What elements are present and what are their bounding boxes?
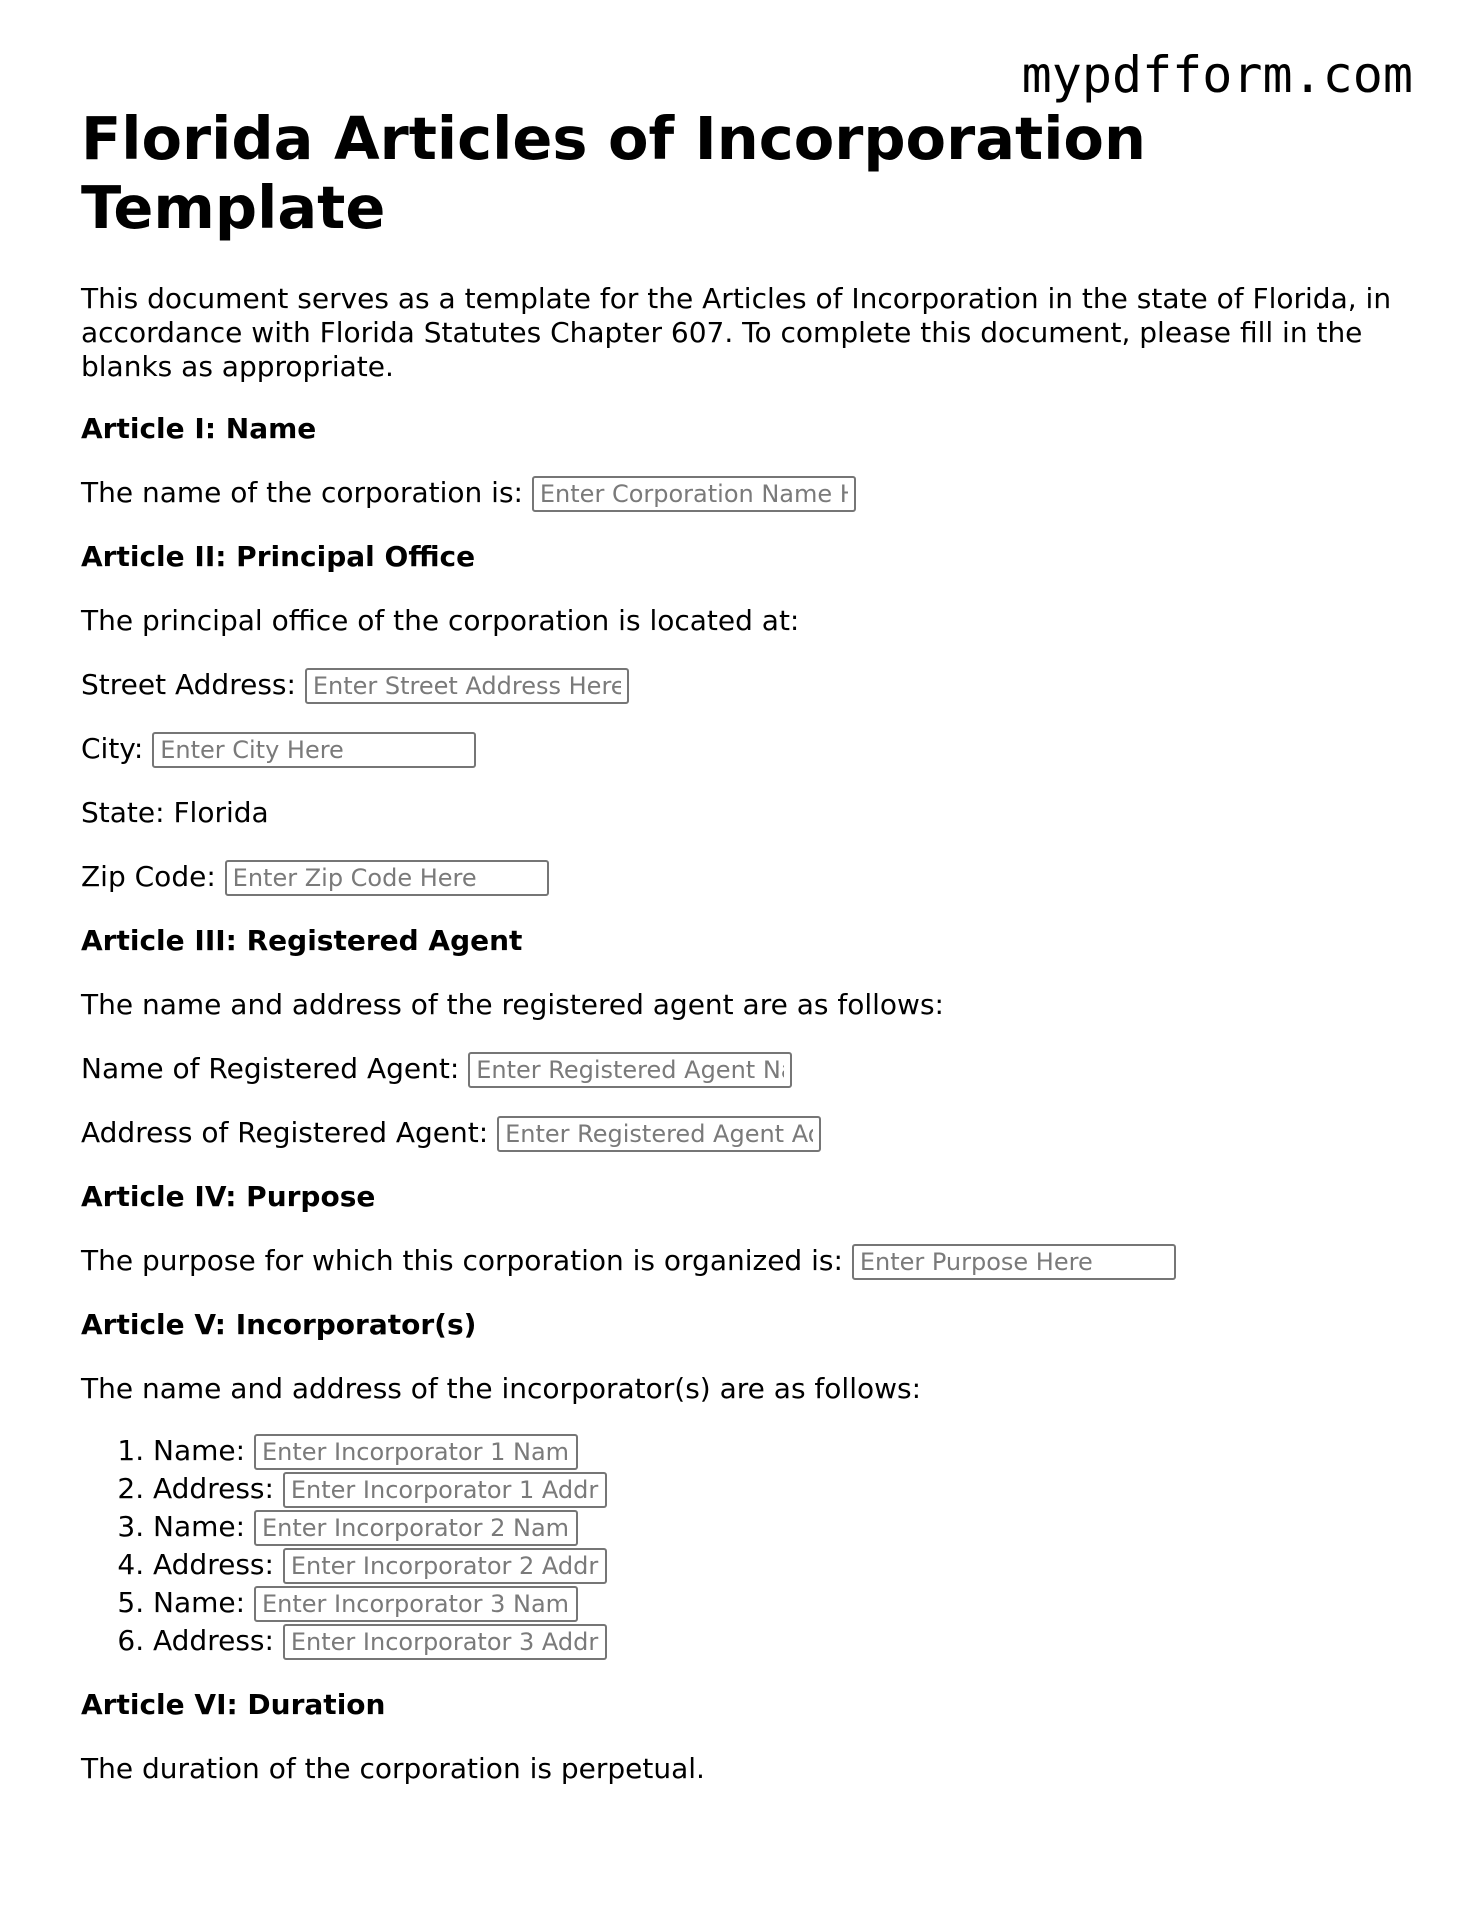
page-title: Florida Articles of Incorporation Template [81,104,1146,242]
zip-code-row [81,858,1401,896]
incorporators-list [81,1432,1401,1660]
city-input[interactable] [152,732,476,768]
article-4-heading: Article IV: Purpose [81,1180,376,1213]
incorporator-3-address-input[interactable] [283,1624,607,1660]
article-2-heading: Article II: Principal Office [81,540,476,573]
incorporator-3-address-label: Address: [153,1624,274,1657]
principal-office-intro: The principal office of the corporation is located at: [81,604,800,637]
duration-text: The duration of the corporation is perpetual. [81,1752,705,1785]
purpose-row [81,1242,1401,1280]
zip-code-label: Zip Code: [81,860,216,893]
registered-agent-name-row [81,1050,1401,1088]
purpose-label: The purpose for which this corporation is organized is: [81,1244,843,1277]
incorporator-1-name-label: Name: [153,1434,246,1467]
street-address-row [81,666,1401,704]
corporation-name-row [81,474,1401,512]
street-address-input[interactable] [305,668,629,704]
list-item [153,1432,1401,1470]
site-watermark: mypdfform.com [1021,46,1413,104]
incorporator-2-address-label: Address: [153,1548,274,1581]
list-item [153,1546,1401,1584]
intro-paragraph: This document serves as a template for the Articles of Incorporation in the state of Florida, in accordance with Florida Statutes Chapter 607. To complete this document, please fill in the blanks as appropriate. [81,282,1392,383]
incorporator-2-name-input[interactable] [254,1510,578,1546]
city-label: City: [81,732,144,765]
registered-agent-name-label: Name of Registered Agent: [81,1052,460,1085]
registered-agent-intro: The name and address of the registered agent are as follows: [81,988,944,1021]
incorporator-3-name-input[interactable] [254,1586,578,1622]
list-item [153,1584,1401,1622]
incorporator-1-address-label: Address: [153,1472,274,1505]
incorporator-1-address-input[interactable] [283,1472,607,1508]
corporation-name-label: The name of the corporation is: [81,476,523,509]
document-body [81,104,1401,1788]
list-item [153,1508,1401,1546]
incorporators-intro: The name and address of the incorporator(s) are as follows: [81,1372,922,1405]
incorporator-1-name-input[interactable] [254,1434,578,1470]
article-6-heading: Article VI: Duration [81,1688,386,1721]
registered-agent-address-input[interactable] [497,1116,821,1152]
city-row [81,730,1401,768]
list-item [153,1622,1401,1660]
state-text: State: Florida [81,796,269,829]
incorporator-2-address-input[interactable] [283,1548,607,1584]
corporation-name-input[interactable] [532,476,856,512]
registered-agent-address-label: Address of Registered Agent: [81,1116,489,1149]
purpose-input[interactable] [852,1244,1176,1280]
incorporator-2-name-label: Name: [153,1510,246,1543]
street-address-label: Street Address: [81,668,296,701]
incorporator-3-name-label: Name: [153,1586,246,1619]
article-3-heading: Article III: Registered Agent [81,924,523,957]
list-item [153,1470,1401,1508]
article-1-heading: Article I: Name [81,412,317,445]
zip-code-input[interactable] [225,860,549,896]
article-5-heading: Article V: Incorporator(s) [81,1308,477,1341]
registered-agent-name-input[interactable] [468,1052,792,1088]
registered-agent-address-row [81,1114,1401,1152]
